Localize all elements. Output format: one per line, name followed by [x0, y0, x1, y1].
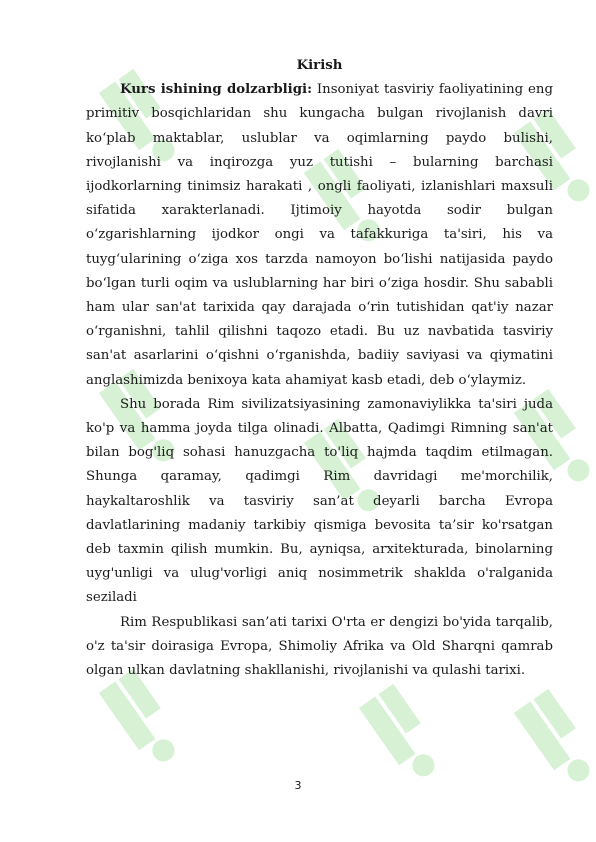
watermark-mark-9 — [514, 689, 596, 791]
paragraph-relevance — [86, 78, 553, 393]
paragraph-rome-republic — [86, 611, 553, 684]
watermark-mark-7 — [99, 669, 188, 771]
page-title: Kirish — [296, 58, 343, 73]
paragraph-text: Shu borada Rim sivilizatsiyasining zamonaviylikka ta'siri juda ko'p va hamma joyda tilga olinadi. Albatta, Qadimgi Rimning san'at bilan bog'liq sohasi hanuzgacha to'liq hajmda taqdim etilmagan. Shunga qaramay, qadimgi Rim davridagi me'morchilik, haykaltaroshlik va tasviriy san’at deyarli barcha Evropa davlatlarining madaniy tarkibiy qismiga bevosita ta’sir ko'rsatgan deb taxmin qilish mumkin. Bu, ayniqsa, arxitekturada, binolarning uyg'unligi va ulug'vorligi aniq nosimmetrik shaklda o'ralganida seziladi — [86, 396, 553, 606]
document-body — [86, 54, 553, 683]
paragraph-text: Rim Respublikasi san’ati tarixi O'rta er dengizi bo'yida tarqalib, o'z ta'sir doirasiga Evropa, Shimoliy Afrika va Old Sharqni qamrab olgan ulkan davlatning shakllanishi, rivojlanishi va qulashi tarixi. — [86, 614, 553, 679]
paragraph-rome-influence — [86, 393, 553, 611]
paragraph-lead: Kurs ishining dolzarbligi: — [120, 82, 312, 98]
watermark-mark-8 — [359, 684, 448, 786]
paragraph-text: Insoniyat tasviriy faoliyatining eng primitiv bosqichlaridan shu kungacha bulgan rivojlanish davri ko‘plab maktablar, uslublar va oqimlarning paydo bulishi, rivojlanishi va inqirozga yuz tutishi – bularning barchasi ijodkorlarning tinimsiz harakati , ongli faoliyati, izlanishlari maxsuli sifatida xarakterlanadi. Ijtimoiy hayotda sodir bulgan o‘zgarishlarning ijodkor ongi va tafakkuriga ta'siri, his va tuyg‘ularining o‘ziga xos tarzda namoyon bo‘lishi natijasida paydo bo‘lgan turli oqim va uslublarning har biri o‘ziga hosdir. Shu sababli ham ular san'at tarixida qay darajada o‘rin tutishidan qat'iy nazar o‘rganishni, tahlil qilishni taqozo etadi. Bu uz navbatida tasviriy san'at asarlarini o‘qishni o‘rganishda, badiiy saviyasi va qiymatini anglashimizda benixoya kata ahamiyat kasb etadi, deb o‘ylaymiz. — [86, 82, 553, 388]
page-number: 3 — [294, 779, 302, 792]
